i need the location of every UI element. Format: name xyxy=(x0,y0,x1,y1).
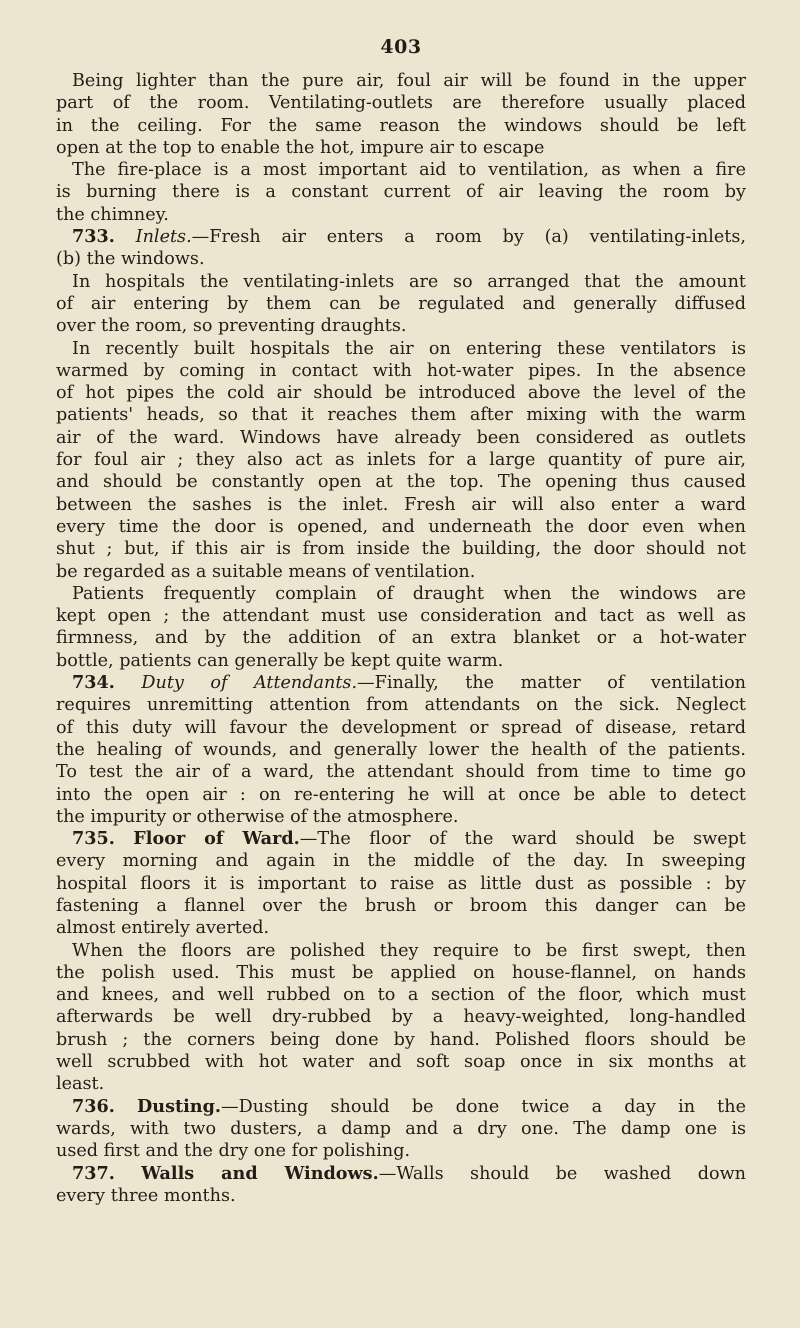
section-number: 733. xyxy=(72,226,115,248)
heading-line-text: —Dusting should be done twice a day in the xyxy=(221,1096,746,1117)
section-heading-line xyxy=(56,1096,746,1118)
text-line: over the room, so preventing draughts. xyxy=(56,316,407,337)
text-line: shut ; but, if this air is from inside the building, the door should not xyxy=(56,539,746,560)
text-line: wards, with two dusters, a damp and a dry one. The damp one is xyxy=(56,1118,746,1139)
text-line: bottle, patients can generally be kept quite warm. xyxy=(56,650,504,671)
heading-line-text: —Finally, the matter of ventilation xyxy=(357,673,746,694)
text-line: the impurity or otherwise of the atmosphere. xyxy=(56,806,459,827)
text-line: between the sashes is the inlet. Fresh air will also enter a ward xyxy=(56,494,746,515)
text-line: and knees, and well rubbed on to a section of the floor, which must xyxy=(56,985,746,1006)
text-line: of air entering by them can be regulated and generally diffused xyxy=(56,293,746,314)
text-line: brush ; the corners being done by hand. Polished floors should be xyxy=(56,1029,746,1050)
section-heading: Dusting. xyxy=(137,1095,221,1117)
text-line: When the floors are polished they require to be first swept, then xyxy=(72,940,746,961)
section-number: 735. xyxy=(72,828,115,850)
text-line: hospital floors it is important to raise as little dust as possible : by xyxy=(56,873,746,894)
text-line: (b) the windows. xyxy=(56,249,205,270)
text-line: well scrubbed with hot water and soft soap once in six months at xyxy=(56,1052,746,1073)
text-line: Patients frequently complain of draught when the windows are xyxy=(72,583,746,604)
text-line: every three months. xyxy=(56,1185,236,1206)
text-line: the chimney. xyxy=(56,204,169,225)
paragraph xyxy=(56,226,746,271)
page-text-body xyxy=(56,70,746,1207)
text-line: of hot pipes the cold air should be introduced above the level of the xyxy=(56,383,746,404)
section-heading: Duty of Attendants. xyxy=(141,673,358,694)
paragraph xyxy=(56,271,746,338)
text-line: To test the air of a ward, the attendant should from time to time go xyxy=(56,762,746,783)
text-line: The fire-place is a most important aid to ventilation, as when a fire xyxy=(72,160,746,181)
text-line: patients' heads, so that it reaches them after mixing with the warm xyxy=(56,405,746,426)
text-line: every time the door is opened, and underneath the door even when xyxy=(56,516,746,537)
section-heading: Inlets. xyxy=(135,227,192,248)
text-line: of this duty will favour the development or spread of disease, retard xyxy=(56,717,746,738)
section-heading-line xyxy=(56,226,746,248)
paragraph xyxy=(56,159,746,226)
text-line: firmness, and by the addition of an extra blanket or a hot-water xyxy=(56,628,746,649)
heading-line-text: —Walls should be washed down xyxy=(378,1163,746,1184)
section-number: 736. xyxy=(72,1095,115,1117)
text-line: into the open air : on re-entering he will at once be able to detect xyxy=(56,784,746,805)
text-line: Being lighter than the pure air, foul air will be found in the upper xyxy=(72,71,746,91)
paragraph xyxy=(56,672,746,828)
text-line: in the ceiling. For the same reason the windows should be left xyxy=(56,115,746,136)
paragraph xyxy=(56,70,746,159)
text-line: almost entirely averted. xyxy=(56,918,270,939)
heading-line-text: —The floor of the ward should be swept xyxy=(299,829,746,850)
section-heading-line xyxy=(56,1163,746,1185)
heading-line-text: —Fresh air enters a room by (a) ventilating-inlets, xyxy=(191,227,746,248)
text-line: kept open ; the attendant must use consideration and tact as well as xyxy=(56,606,746,627)
text-line: least. xyxy=(56,1074,105,1095)
text-line: used first and the dry one for polishing. xyxy=(56,1141,411,1162)
text-line: is burning there is a constant current of air leaving the room by xyxy=(56,182,746,203)
text-line: and should be constantly open at the top. The opening thus caused xyxy=(56,472,746,493)
page-number: 403 xyxy=(380,36,422,58)
paragraph xyxy=(56,828,746,939)
text-line: be regarded as a suitable means of ventilation. xyxy=(56,561,476,582)
text-line: every morning and again in the middle of the day. In sweeping xyxy=(56,851,746,872)
text-line: the healing of wounds, and generally lower the health of the patients. xyxy=(56,739,746,760)
text-line: warmed by coming in contact with hot-water pipes. In the absence xyxy=(56,360,746,381)
text-line: air of the ward. Windows have already been considered as outlets xyxy=(56,427,746,448)
section-heading: Floor of Ward. xyxy=(133,828,300,850)
text-line: afterwards be well dry-rubbed by a heavy-weighted, long-handled xyxy=(56,1007,746,1028)
text-line: In hospitals the ventilating-inlets are so arranged that the amount xyxy=(72,271,746,292)
paragraph xyxy=(56,1163,746,1208)
paragraph xyxy=(56,583,746,672)
text-line: In recently built hospitals the air on entering these ventilators is xyxy=(72,338,746,359)
paragraph xyxy=(56,1096,746,1163)
section-heading: Walls and Windows. xyxy=(141,1162,379,1184)
text-line: the polish used. This must be applied on house-flannel, on hands xyxy=(56,962,746,983)
text-line: part of the room. Ventilating-outlets are therefore usually placed xyxy=(56,93,746,114)
text-line: open at the top to enable the hot, impure air to escape xyxy=(56,137,545,158)
section-heading-line xyxy=(56,828,746,850)
text-line: for foul air ; they also act as inlets for a large quantity of pure air, xyxy=(56,450,746,471)
section-number: 737. xyxy=(72,1162,115,1184)
text-line: requires unremitting attention from attendants on the sick. Neglect xyxy=(56,695,746,716)
text-line: fastening a flannel over the brush or broom this danger can be xyxy=(56,895,746,916)
section-heading-line xyxy=(56,672,746,694)
section-number: 734. xyxy=(72,672,115,694)
paragraph xyxy=(56,940,746,1096)
paragraph xyxy=(56,338,746,583)
